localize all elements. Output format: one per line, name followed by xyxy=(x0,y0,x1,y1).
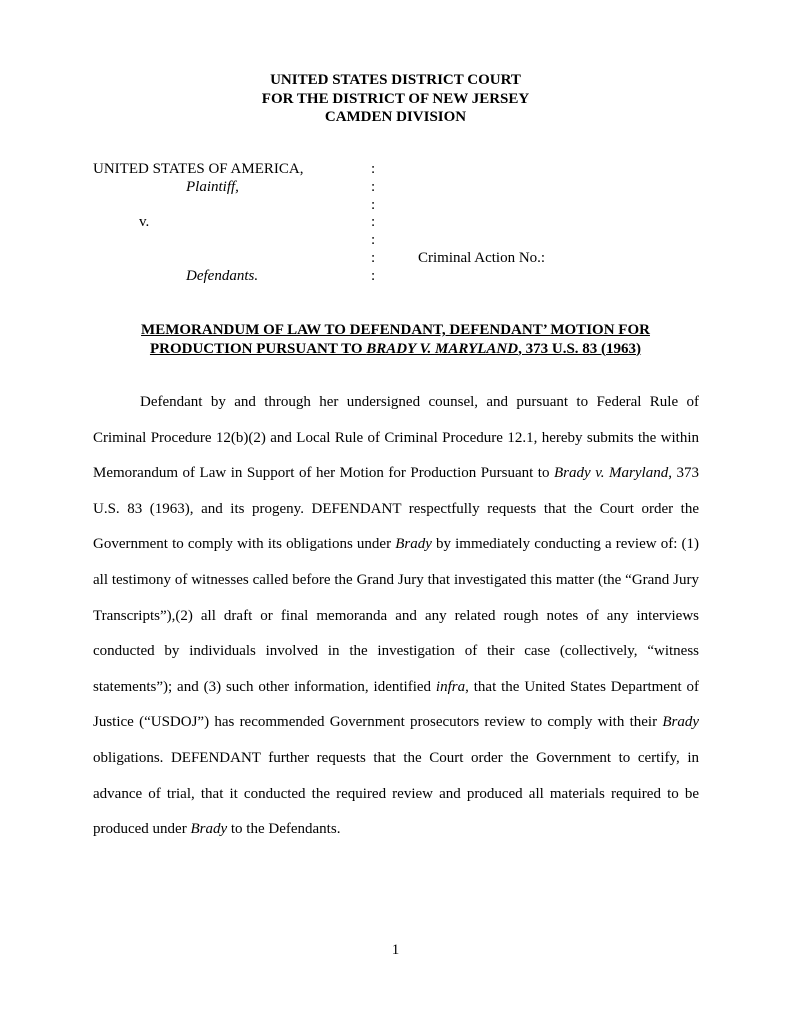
body-text-segment: , that the United States Department of Justice (“USDOJ”) has recommended Government prosecutors review to comply with their xyxy=(93,678,699,731)
title-case-name: BRADY V. MARYLAND xyxy=(366,340,519,357)
case-citation: Brady xyxy=(662,714,699,731)
caption-separator: : xyxy=(371,196,376,213)
caption-row xyxy=(93,268,713,286)
court-district: FOR THE DISTRICT OF NEW JERSEY xyxy=(261,90,530,107)
body-text-segment: by immediately conducting a review of: (1) all testimony of witnesses called before the Grand Jury that investigated this matter (the “Grand Jury Transcripts”),(2) all draft or final memoranda and any related rough notes of any interviews conducted by individuals involved in the investigation of their case (collectively, “witness statements”); and (3) such other information, identified xyxy=(93,536,699,695)
page-number: 1 xyxy=(391,942,400,958)
caption-row xyxy=(93,250,713,268)
case-citation: Brady xyxy=(395,536,432,553)
defendants-role: Defendants. xyxy=(186,267,259,284)
title-line-1: MEMORANDUM OF LAW TO DEFENDANT, DEFENDANT’ MOTION FOR xyxy=(141,322,650,338)
case-caption xyxy=(93,161,713,286)
infra-reference: infra xyxy=(435,678,466,695)
plaintiff-role: Plaintiff, xyxy=(186,178,239,195)
caption-separator: : xyxy=(371,178,376,195)
caption-row xyxy=(93,232,713,250)
caption-separator: : xyxy=(371,267,376,284)
title-citation: , 373 U.S. 83 (1963) xyxy=(518,340,642,357)
criminal-action-label: Criminal Action No.: xyxy=(418,249,546,266)
body-paragraph xyxy=(93,385,699,848)
caption-row xyxy=(93,214,713,232)
caption-row xyxy=(93,161,713,179)
caption-separator: : xyxy=(371,214,376,231)
versus-label: v. xyxy=(139,214,150,231)
case-citation: Brady v. Maryland xyxy=(554,465,669,482)
document-title xyxy=(0,321,791,358)
case-citation: Brady xyxy=(190,821,228,838)
body-text-segment: obligations. DEFENDANT further requests that the Court order the Government to certify, in advance of trial, that it conducted the required review and produced all materials required to be produced under xyxy=(93,749,699,838)
caption-separator: : xyxy=(371,232,376,249)
title-prefix: PRODUCTION PURSUANT TO xyxy=(149,340,367,357)
title-line-2 xyxy=(0,340,791,359)
body-text-segment: Defendant by and through her undersigned counsel, and pursuant to Federal Rule of Criminal Procedure 12(b)(2) and Local Rule of Criminal Procedure 12.1, hereby submits the within Memorandum of Law in Support of her Motion for Production Pursuant to xyxy=(93,394,699,482)
court-header xyxy=(0,71,791,127)
plaintiff-name: UNITED STATES OF AMERICA, xyxy=(93,161,304,177)
caption-separator: : xyxy=(371,161,376,177)
caption-row xyxy=(93,197,713,215)
body-text-segment: to the Defendants. xyxy=(227,821,341,838)
court-name: UNITED STATES DISTRICT COURT xyxy=(270,72,521,88)
court-division: CAMDEN DIVISION xyxy=(324,109,467,125)
body-text-segment: , 373 U.S. 83 (1963), and its progeny. DEFENDANT respectfully requests that the Court order the Government to comply with its obligations under xyxy=(93,465,699,553)
memorandum-body xyxy=(93,385,699,848)
caption-row xyxy=(93,179,713,197)
caption-separator: : xyxy=(371,249,376,266)
